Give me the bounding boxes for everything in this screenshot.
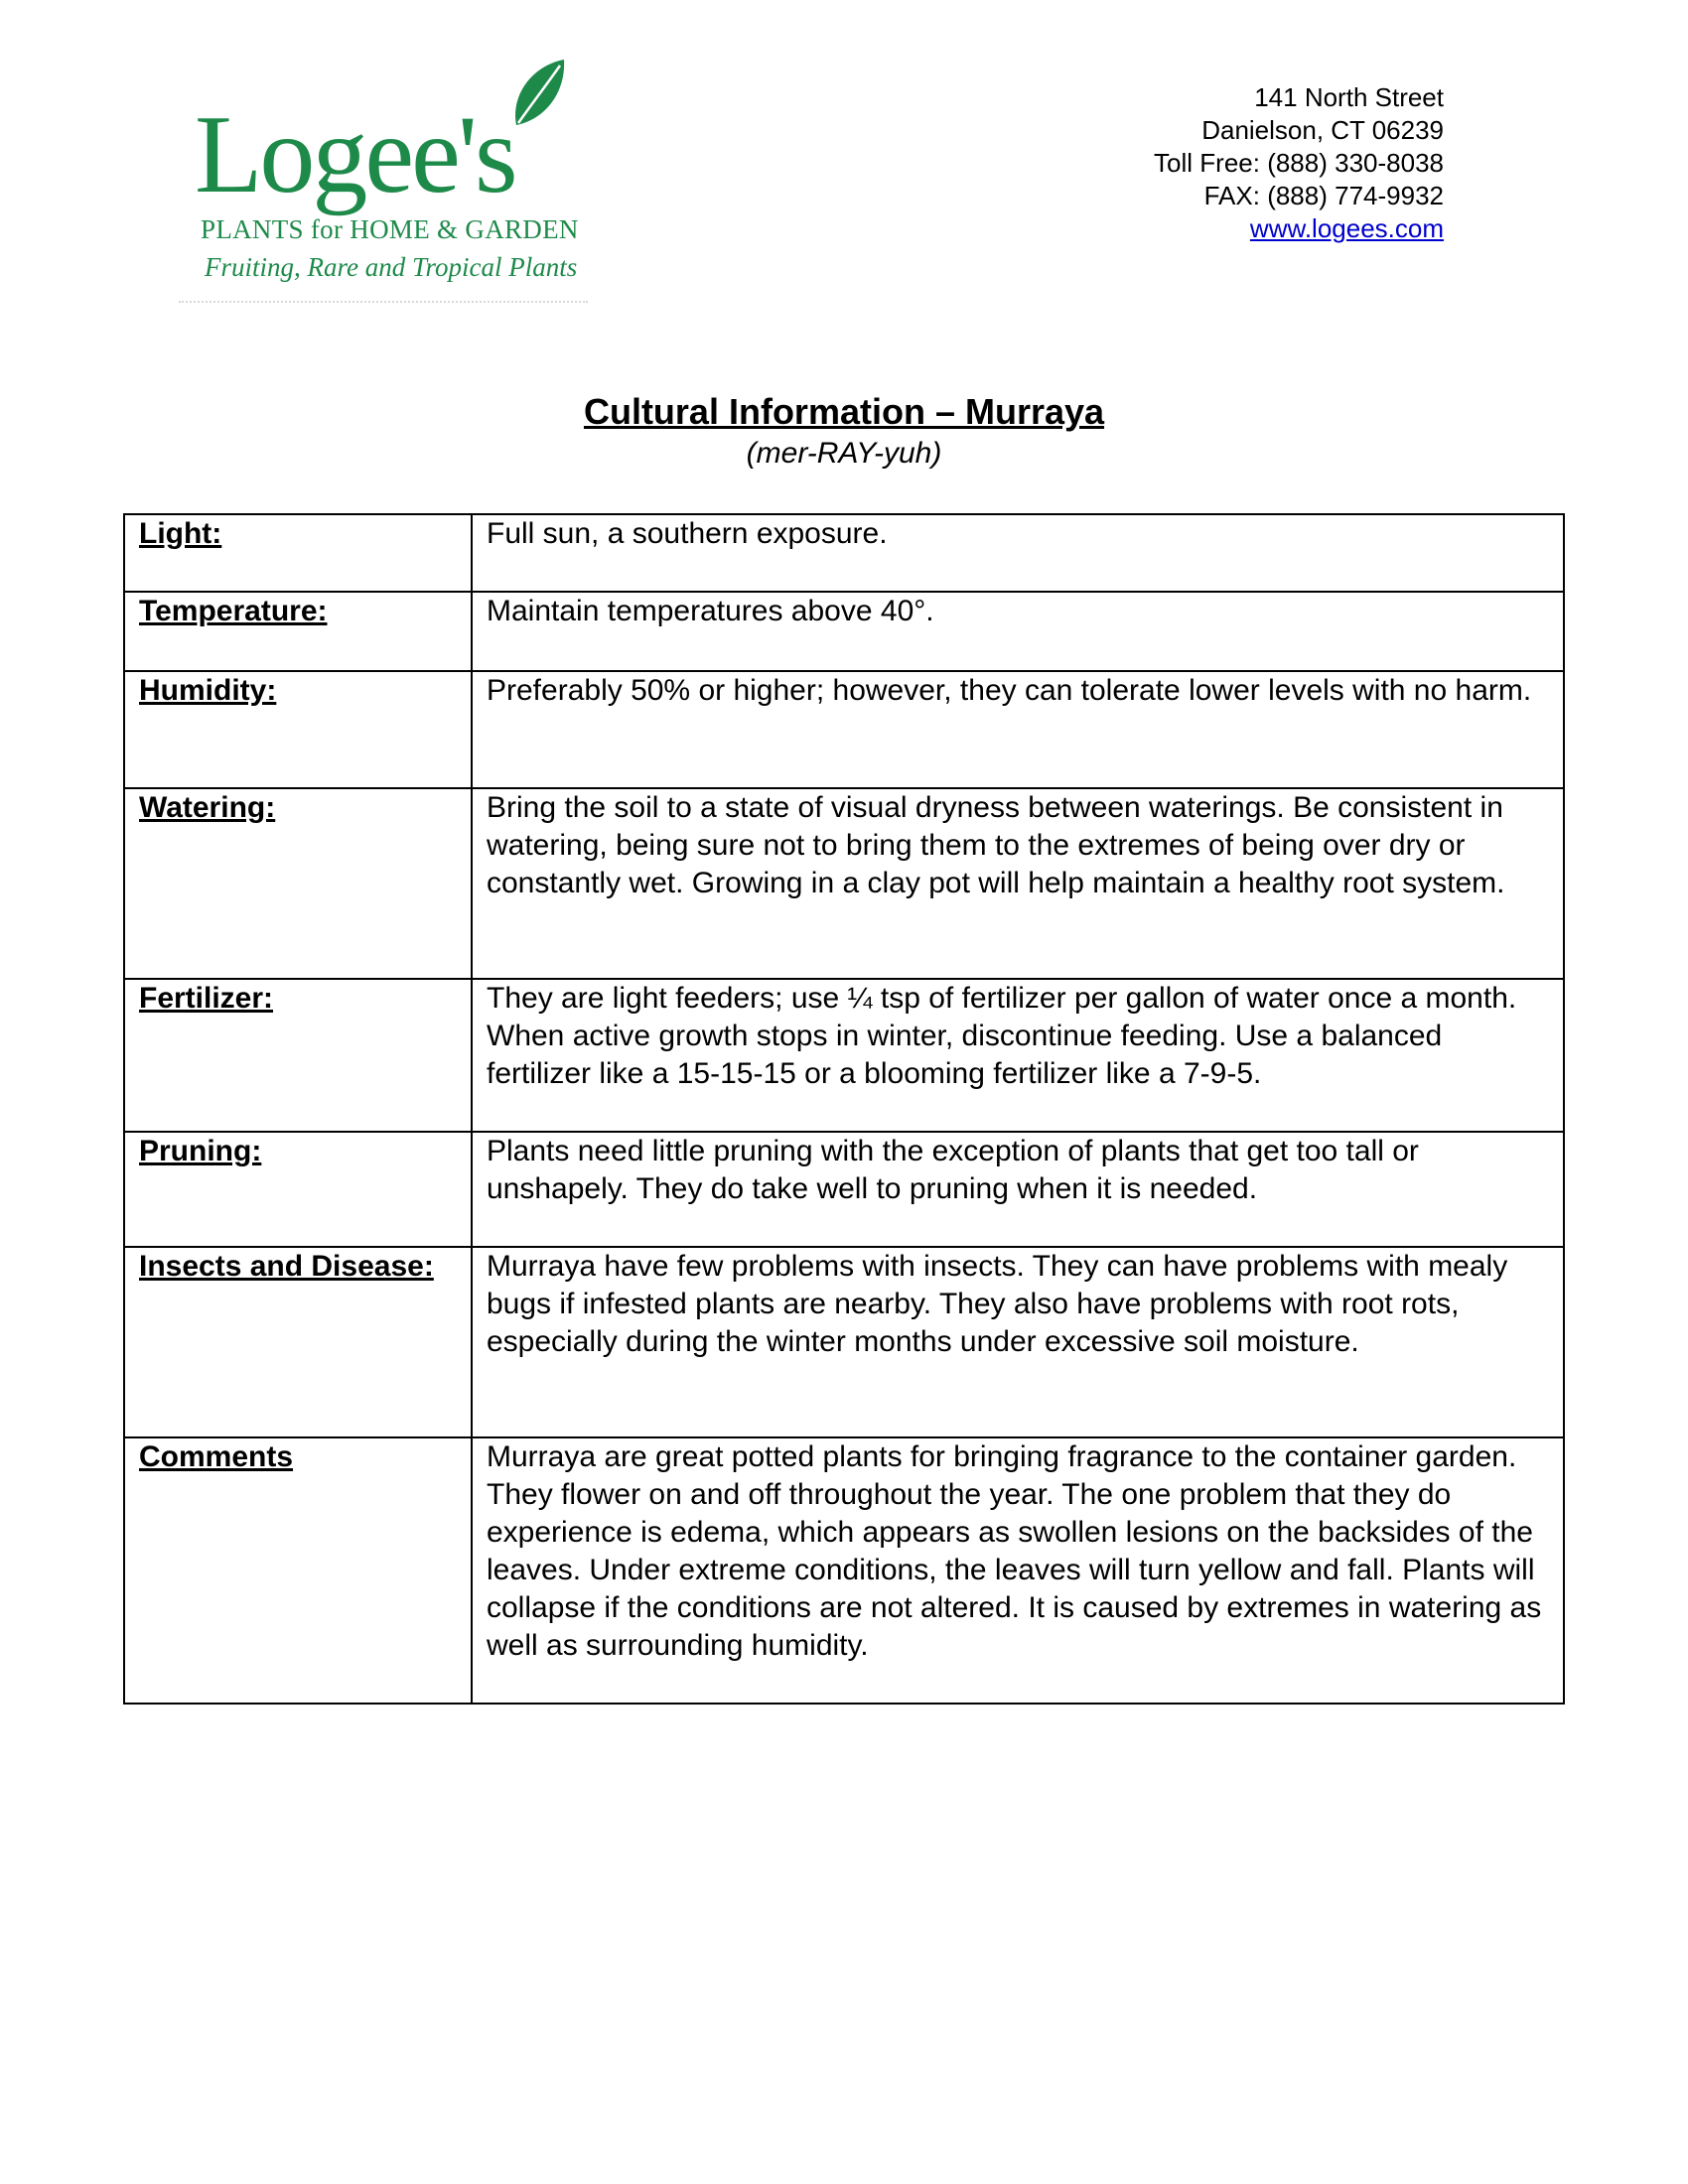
table-row: [124, 592, 1564, 671]
address-toll-free: Toll Free: (888) 330-8038: [1154, 148, 1444, 178]
row-text: Full sun, a southern exposure.: [472, 514, 1564, 592]
row-label: Temperature:: [124, 592, 472, 671]
row-label: Fertilizer:: [124, 979, 472, 1132]
row-label: Watering:: [124, 788, 472, 979]
row-text: Murraya have few problems with insects. They can have problems with mealy bugs if infested plants are nearby. They also have problems with root rots, especially during the winter months under excessive soil moisture.: [472, 1247, 1564, 1437]
row-text: Plants need little pruning with the exception of plants that get too tall or unshapely. They do take well to pruning when it is needed.: [472, 1132, 1564, 1247]
row-text: They are light feeders; use ¼ tsp of fertilizer per gallon of water once a month. When active growth stops in winter, discontinue feeding. Use a balanced fertilizer like a 15-15-15 or a blooming fertilizer like a 7-9-5.: [472, 979, 1564, 1132]
address-fax: FAX: (888) 774-9932: [1203, 181, 1444, 210]
row-text: Maintain temperatures above 40°.: [472, 592, 1564, 671]
row-text: Bring the soil to a state of visual dryness between waterings. Be consistent in watering, being sure not to bring them to the extremes of being over dry or constantly wet. Growing in a clay pot will help maintain a healthy root system.: [472, 788, 1564, 979]
address-city: Danielson, CT 06239: [1201, 115, 1444, 145]
address-street: 141 North Street: [1254, 82, 1444, 112]
page-title: Cultural Information – Murraya: [583, 391, 1105, 432]
table-row: [124, 788, 1564, 979]
row-label: Light:: [124, 514, 472, 592]
pronunciation: (mer-RAY-yuh): [746, 437, 942, 470]
table-row: [124, 1132, 1564, 1247]
row-label: Insects and Disease:: [124, 1247, 472, 1437]
table-row: [124, 1247, 1564, 1437]
logo-subtagline: Fruiting, Rare and Tropical Plants: [205, 252, 578, 282]
row-label: Comments: [124, 1437, 472, 1704]
logo-wordmark: Logee's: [195, 93, 515, 216]
company-address: [1154, 81, 1444, 245]
row-text: Murraya are great potted plants for bringing fragrance to the container garden. They flower on and off throughout the year. The one problem that they do experience is edema, which appears as swollen lesions on the backsides of the leaves. Under extreme conditions, the leaves will turn yellow and fall. Plants will collapse if the conditions are not altered. It is caused by extremes in watering as well as surrounding humidity.: [472, 1437, 1564, 1704]
website-link[interactable]: www.logees.com: [1249, 213, 1444, 243]
table-row: [124, 979, 1564, 1132]
logo-divider: [179, 301, 588, 303]
table-row: [124, 514, 1564, 592]
logo-tagline: PLANTS for HOME & GARDEN: [201, 214, 579, 244]
table-row: [124, 1437, 1564, 1704]
care-table: [123, 513, 1565, 1705]
logees-logo: [195, 56, 592, 314]
row-label: Humidity:: [124, 671, 472, 788]
row-label: Pruning:: [124, 1132, 472, 1247]
row-text: Preferably 50% or higher; however, they can tolerate lower levels with no harm.: [472, 671, 1564, 788]
table-row: [124, 671, 1564, 788]
